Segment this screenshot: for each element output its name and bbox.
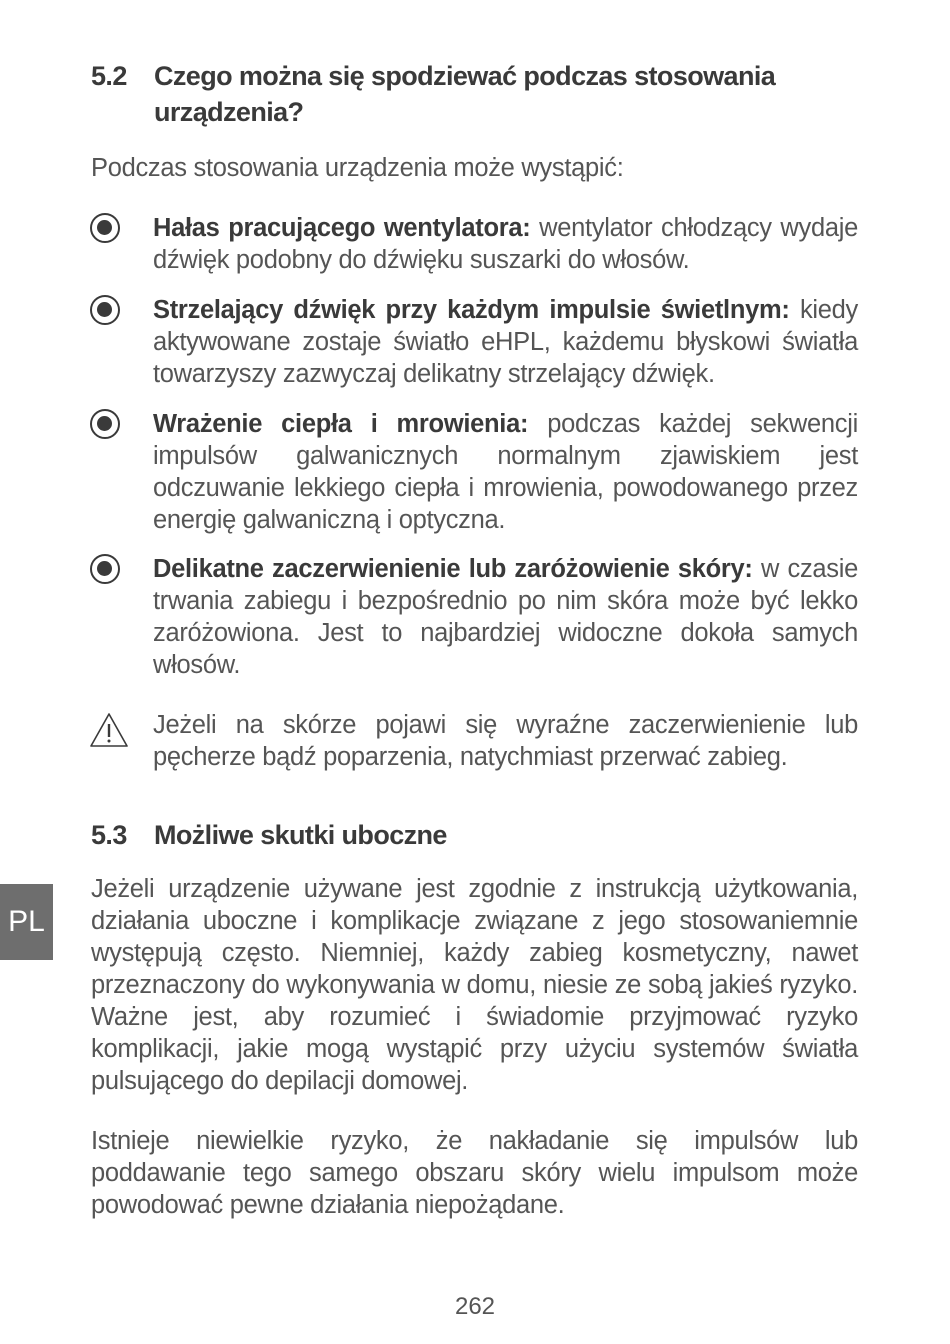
list-item-text: kiedy aktywowane zostaje światło eHPL, każdemu błyskowi światła towarzyszy zazwyczaj delikatny strzelający dźwięk. xyxy=(153,296,858,388)
side-effects-paragraph-1: Jeżeli urządzenie używane jest zgodnie z instrukcją użytkowania, działania uboczne i komplikacje związane z jego stosowaniemnie występują często. Niemniej, każdy zabieg kosmetyczny, nawet przeznaczony do wykonywania w domu, niesie ze sobą jakieś ryzyko. Ważne jest, aby rozumieć i świadomie przyjmować ryzyko komplikacji, jakie mogą wystąpić przy użyciu systemów światła pulsującego do depilacji domowej. xyxy=(91,875,858,1095)
list-item-text: w czasie trwania zabiegu i bezpośrednio po nim skóra może być lekko zaróżowiona. Jest to najbardziej widoczne dokoła samych włosów. xyxy=(153,555,858,679)
section-number: 5.3 xyxy=(91,820,127,850)
list-item-text: podczas każdej sekwencji impulsów galwanicznych normalnym zjawiskiem jest odczuwanie lekkiego ciepła i mrowienia, powodowanego przez energię galwaniczną i optyczna. xyxy=(153,410,858,534)
list-item xyxy=(153,294,858,390)
radio-bullet-icon xyxy=(90,213,120,243)
warning-triangle-icon xyxy=(89,712,129,748)
radio-bullet-icon xyxy=(90,554,120,584)
section-title: Czego można się spodziewać podczas stosowania urządzenia? xyxy=(154,61,776,127)
list-item-term: Hałas pracującego wentylatora: xyxy=(153,214,531,242)
warning-text: Jeżeli na skórze pojawi się wyraźne zaczerwienienie lub pęcherze bądź poparzenia, natychmiast przerwać zabieg. xyxy=(153,711,858,771)
list-item-term: Wrażenie ciepła i mrowienia: xyxy=(153,410,529,438)
radio-bullet-icon xyxy=(90,409,120,439)
section-5-3-heading xyxy=(91,817,901,853)
page-number: 262 xyxy=(454,1293,496,1320)
section-title: Możliwe skutki uboczne xyxy=(154,820,447,850)
list-item-text: wentylator chłodzący wydaje dźwięk podobny do dźwięku suszarki do włosów. xyxy=(153,214,859,274)
intro-paragraph: Podczas stosowania urządzenia może wystąpić: xyxy=(91,154,624,182)
side-effects-paragraph-2: Istnieje niewielkie ryzyko, że nakładanie się impulsów lub poddawanie tego samego obszaru skóry wielu impulsom może powodować pewne działania niepożądane. xyxy=(91,1127,858,1219)
list-item xyxy=(153,408,858,536)
list-item-term: Delikatne zaczerwienienie lub zaróżowienie skóry: xyxy=(153,555,753,583)
section-number: 5.2 xyxy=(91,61,127,91)
radio-bullet-icon xyxy=(90,295,120,325)
language-tab: PL xyxy=(0,884,53,960)
list-item xyxy=(153,212,858,276)
list-item-term: Strzelający dźwięk przy każdym impulsie świetlnym: xyxy=(153,296,790,324)
list-item xyxy=(153,553,858,681)
section-5-2-heading xyxy=(91,58,901,130)
